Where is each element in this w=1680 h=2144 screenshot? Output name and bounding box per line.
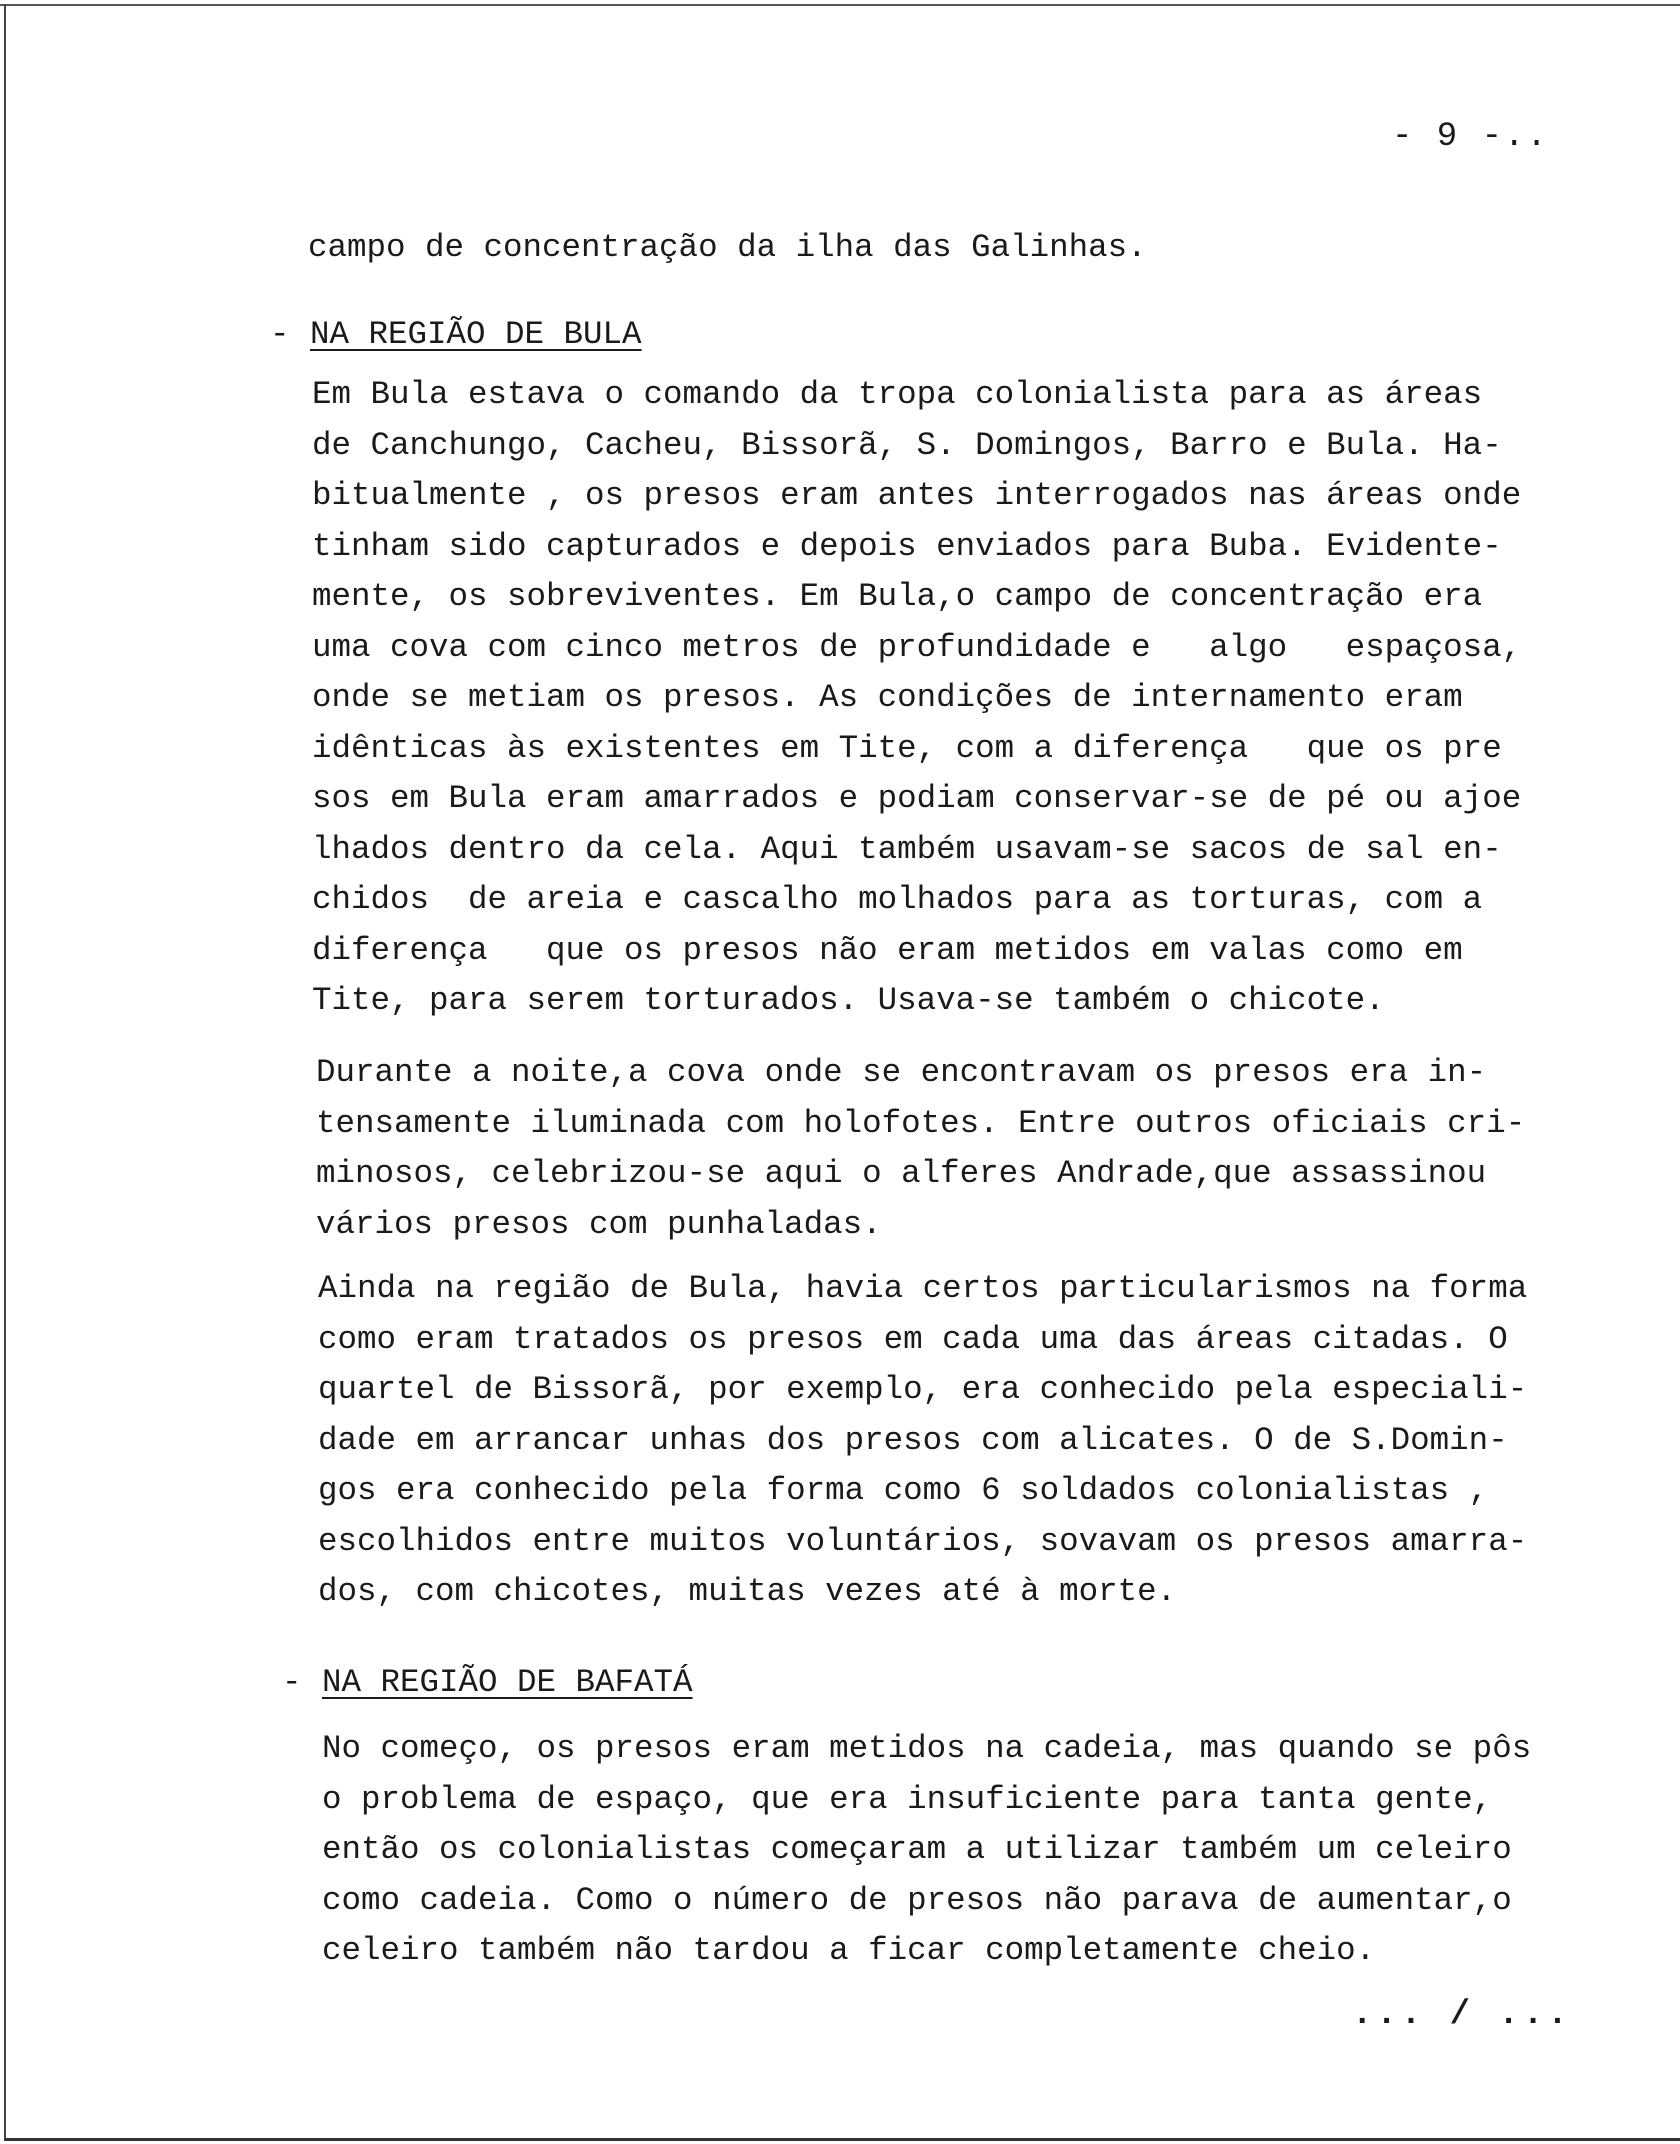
heading-label: NA REGIÃO DE BAFATÁ: [322, 1664, 693, 1701]
heading-dash: -: [282, 1664, 302, 1701]
text-line: bitualmente , os presos eram antes interrogados nas áreas onde: [312, 477, 1522, 514]
text-line: o problema de espaço, que era insuficiente para tanta gente,: [322, 1780, 1493, 1818]
text-line: vários presos com punhaladas.: [316, 1205, 882, 1243]
text-line: dos, com chicotes, muitas vezes até à morte.: [318, 1573, 1177, 1610]
text-line: Tite, para serem torturados. Usava-se também o chicote.: [312, 982, 1385, 1019]
heading-dash: -: [270, 316, 290, 353]
paragraph-bafata-1: [322, 1724, 1531, 1977]
heading-label: NA REGIÃO DE BULA: [310, 316, 642, 353]
text-line: de Canchungo, Cacheu, Bissorã, S. Domingos, Barro e Bula. Ha-: [312, 426, 1502, 464]
paragraph-bula-3: [318, 1264, 1527, 1618]
text-line: como cadeia. Como o número de presos não parava de aumentar,o: [322, 1881, 1512, 1919]
continuation-mark: ... / ...: [1352, 1996, 1572, 2034]
section-heading-bula: [270, 310, 642, 360]
text-line: uma cova com cinco metros de profundidade e algo espaçosa,: [312, 628, 1522, 666]
page-border-top: [0, 4, 1680, 6]
text-line: celeiro também não tardou a ficar completamente cheio.: [322, 1932, 1376, 1969]
page-border-left: [4, 4, 6, 2140]
text-line: mente, os sobreviventes. Em Bula,o campo de concentração era: [312, 578, 1483, 615]
text-line: chidos de areia e cascalho molhados para as torturas, com a: [312, 881, 1483, 918]
text-line: diferença que os presos não eram metidos em valas como em: [312, 931, 1463, 969]
paragraph-bula-2: [316, 1048, 1525, 1250]
text-line: tinham sido capturados e depois enviados para Buba. Evidente-: [312, 527, 1502, 565]
text-line: então os colonialistas começaram a utilizar também um celeiro: [322, 1831, 1512, 1868]
text-line: escolhidos entre muitos voluntários, sovavam os presos amarra-: [318, 1522, 1528, 1560]
continuation-line: campo de concentração da ilha das Galinhas.: [308, 229, 1147, 266]
text-line: minosos, celebrizou-se aqui o alferes Andrade,que assassinou: [316, 1155, 1487, 1192]
text-line: gos era conhecido pela forma como 6 soldados colonialistas ,: [318, 1472, 1489, 1509]
text-line: sos em Bula eram amarrados e podiam conservar-se de pé ou ajoe: [312, 780, 1522, 817]
text-line: idênticas às existentes em Tite, com a diferença que os pre: [312, 729, 1502, 767]
text-line: como eram tratados os presos em cada uma das áreas citadas. O: [318, 1320, 1508, 1358]
text-line: onde se metiam os presos. As condições de internamento eram: [312, 679, 1463, 716]
text-line: dade em arrancar unhas dos presos com alicates. O de S.Domin-: [318, 1421, 1508, 1459]
text-line: Durante a noite,a cova onde se encontravam os presos era in-: [316, 1054, 1487, 1091]
page-number: - 9 -..: [1392, 118, 1549, 156]
text-line: lhados dentro da cela. Aqui também usavam-se sacos de sal en-: [312, 830, 1502, 868]
text-line: Em Bula estava o comando da tropa colonialista para as áreas: [312, 376, 1483, 413]
paragraph-bula-1: [312, 370, 1521, 1027]
text-line: quartel de Bissorã, por exemplo, era conhecido pela especiali-: [318, 1371, 1528, 1408]
text-line: No começo, os presos eram metidos na cadeia, mas quando se pôs: [322, 1730, 1532, 1767]
text-line: tensamente iluminada com holofotes. Entre outros oficiais cri-: [316, 1104, 1526, 1142]
page-border-bottom: [4, 2138, 1680, 2141]
section-heading-bafata: [282, 1658, 693, 1708]
text-line: Ainda na região de Bula, havia certos particularismos na forma: [318, 1270, 1528, 1307]
